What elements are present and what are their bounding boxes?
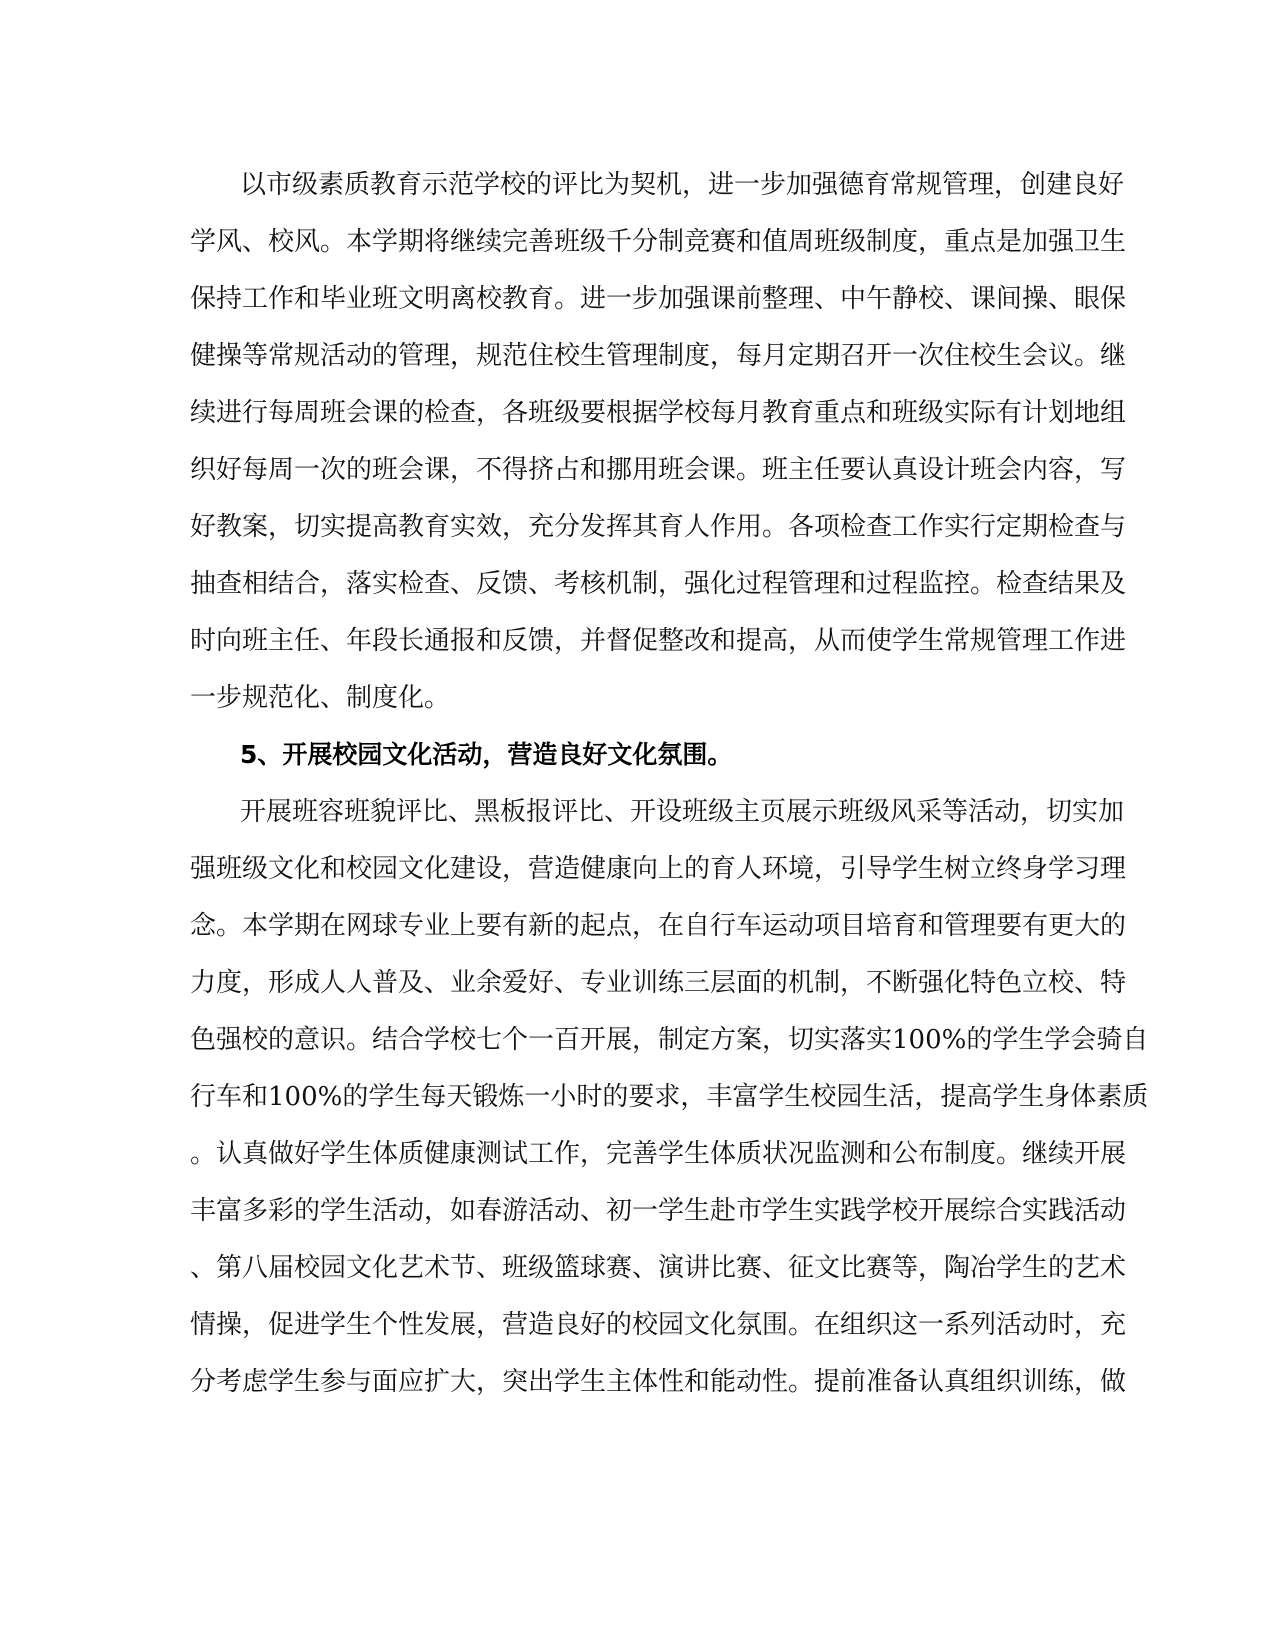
paragraph-1-line-8: 抽查相结合，落实检查、反馈、考核机制，强化过程管理和过程监控。检查结果及 xyxy=(190,569,1127,599)
paragraph-2-line-5: 色强校的意识。结合学校七个一百开展，制定方案，切实落实100%的学生学会骑自 xyxy=(190,1025,1149,1055)
paragraph-2-line-7: 。认真做好学生体质健康测试工作，完善学生体质状况监测和公布制度。继续开展 xyxy=(190,1139,1127,1169)
paragraph-1-line-3: 保持工作和毕业班文明离校教育。进一步加强课前整理、中午静校、课间操、眼保 xyxy=(190,284,1127,314)
paragraph-1-line-1: 以市级素质教育示范学校的评比为契机，进一步加强德育常规管理，创建良好 xyxy=(240,170,1125,200)
paragraph-1-line-9: 时向班主任、年段长通报和反馈，并督促整改和提高，从而使学生常规管理工作进 xyxy=(190,626,1127,656)
paragraph-1-line-6: 织好每周一次的班会课，不得挤占和挪用班会课。班主任要认真设计班会内容，写 xyxy=(190,455,1127,485)
paragraph-2-line-4: 力度，形成人人普及、业余爱好、专业训练三层面的机制，不断强化特色立校、特 xyxy=(190,968,1127,998)
paragraph-2-line-2: 强班级文化和校园文化建设，营造健康向上的育人环境，引导学生树立终身学习理 xyxy=(190,854,1127,884)
section-heading: 5、开展校园文化活动，营造良好文化氛围。 xyxy=(240,740,733,769)
paragraph-2-line-8: 丰富多彩的学生活动，如春游活动、初一学生赴市学生实践学校开展综合实践活动 xyxy=(190,1196,1127,1226)
paragraph-2-line-6: 行车和100%的学生每天锻炼一小时的要求，丰富学生校园生活，提高学生身体素质 xyxy=(190,1082,1149,1112)
paragraph-1-line-4: 健操等常规活动的管理，规范住校生管理制度，每月定期召开一次住校生会议。继 xyxy=(190,341,1127,371)
paragraph-2-line-11: 分考虑学生参与面应扩大，突出学生主体性和能动性。提前准备认真组织训练，做 xyxy=(190,1367,1127,1397)
paragraph-2-line-1: 开展班容班貌评比、黑板报评比、开设班级主页展示班级风采等活动，切实加 xyxy=(240,797,1125,827)
paragraph-2-line-9: 、第八届校园文化艺术节、班级篮球赛、演讲比赛、征文比赛等，陶冶学生的艺术 xyxy=(190,1253,1127,1283)
paragraph-1-line-7: 好教案，切实提高教育实效，充分发挥其育人作用。各项检查工作实行定期检查与 xyxy=(190,512,1127,542)
paragraph-2-line-10: 情操，促进学生个性发展，营造良好的校园文化氛围。在组织这一系列活动时，充 xyxy=(190,1310,1127,1340)
paragraph-2-line-3: 念。本学期在网球专业上要有新的起点，在自行车运动项目培育和管理要有更大的 xyxy=(190,911,1127,941)
paragraph-1-line-10: 一步规范化、制度化。 xyxy=(190,683,451,713)
paragraph-1-line-5: 续进行每周班会课的检查，各班级要根据学校每月教育重点和班级实际有计划地组 xyxy=(190,398,1127,428)
paragraph-1-line-2: 学风、校风。本学期将继续完善班级千分制竞赛和值周班级制度，重点是加强卫生 xyxy=(190,227,1127,257)
